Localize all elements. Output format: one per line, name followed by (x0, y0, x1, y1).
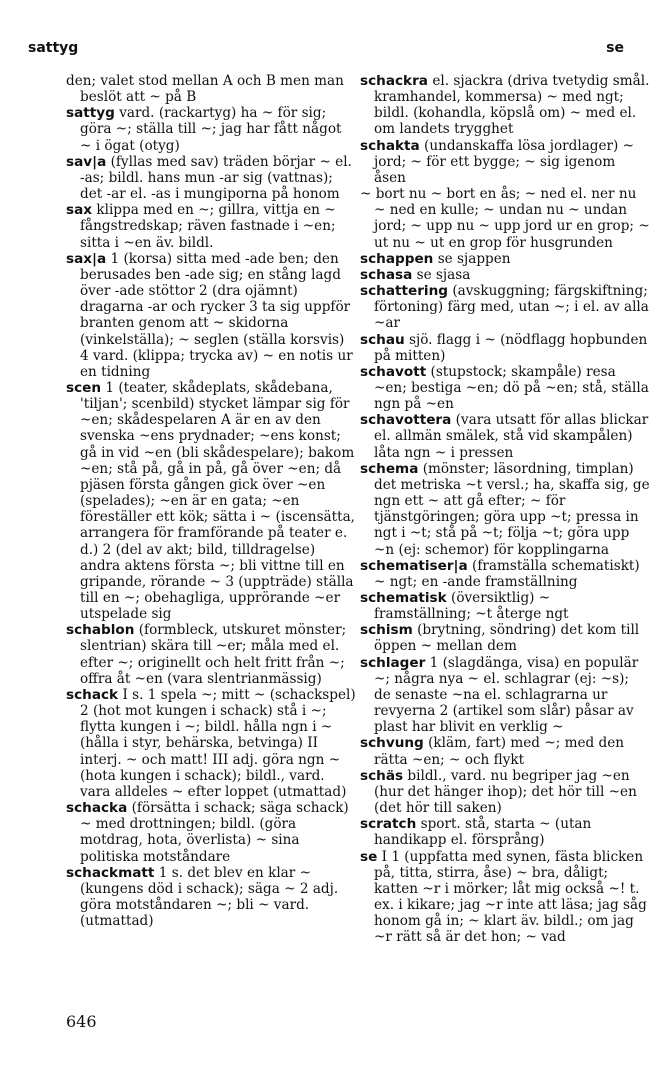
headword: scen (66, 379, 102, 396)
headword: schacka (66, 800, 128, 817)
dictionary-entry (360, 622, 650, 654)
headword: schematisk (360, 590, 447, 606)
headword: sax (66, 202, 93, 219)
headword: schau (360, 331, 405, 348)
dictionary-entry (66, 202, 356, 250)
dictionary-entry (360, 332, 650, 364)
entry-text: el. sjackra (driva tvetydig smål. kramhandel, kommersa) ~ med ngt; bildl. (kohandla, köpslå om) ~ med el. om landets trygghet (374, 73, 650, 138)
entry-text: vard. (rackartyg) ha ~ för sig; göra ~; ställa till ~; jag har fått något ~ i ögat (otyg) (80, 105, 342, 154)
dictionary-entry (360, 364, 650, 412)
headword: schlager (360, 654, 426, 671)
dictionary-entry (66, 800, 356, 865)
dictionary-entry (66, 622, 356, 687)
dictionary-entry (66, 865, 356, 930)
entry-text: den; valet stod mellan A och B men man beslöt att ~ på B (66, 73, 344, 106)
dictionary-entry (360, 735, 650, 767)
headword: se (360, 848, 378, 865)
dictionary-entry (360, 267, 650, 283)
entry-text: (fyllas med sav) träden börjar ~ el. -as; bildl. hans mun -ar sig (vattnas); det -ar el. -as i mungiporna på honom (80, 153, 352, 203)
headword: schappen (360, 250, 434, 267)
headword: schavott (360, 363, 427, 380)
dictionary-entry (360, 186, 650, 251)
dictionary-entry (360, 816, 650, 848)
entry-text: I s. 1 spela ~; mitt ~ (schackspel) 2 (hot mot kungen i schack) stå i ~; flytta kungen i ~; bildl. hålla ngn i ~ (hålla i styr, behärska, betvinga) II interj. ~ och matt! III adj. göra ngn ~ (hota kungen i schack); bildl., vard. vara alldeles ~ efter loppet (utmattad) (80, 686, 356, 800)
headword: schackra (360, 73, 428, 89)
dictionary-entry (360, 558, 650, 590)
entry-text: (försätta i schack; säga schack) ~ med drottningen; bildl. (göra motdrag, hota, överlista) ~ sina politiska motståndare (80, 800, 349, 865)
running-head-left: sattyg (28, 40, 79, 56)
dictionary-entry (360, 768, 650, 816)
right-column (360, 73, 650, 945)
entry-text: (stupstock; skampåle) resa ~en; bestiga ~en; dö på ~en; stå, ställa ngn på ~en (374, 363, 649, 413)
entry-text: (undanskaffa lösa jordlager) ~ jord; ~ för ett bygge; ~ sig igenom åsen (374, 137, 635, 186)
headword: schakta (360, 137, 420, 154)
entry-text: se sjasa (416, 266, 471, 283)
entry-text: 1 (korsa) sitta med -ade ben; den berusades ben -ade sig; en stång lagd över -ade stöttor 2 (dra ojämnt) dragarna -ar och rycker 3 ta sig uppför branten genom att ~ skidorna (vinkelställa); ~ seglen (ställa korsvis) 4 vard. (klippa; trycka av) ~ en notis ur en tidning (80, 250, 353, 380)
dictionary-entry (66, 380, 356, 622)
headword: schasa (360, 266, 413, 283)
entry-text: klippa med en ~; gillra, vittja en ~ fångstredskap; räven fastnade i ~en; sitta i ~en äv. bildl. (80, 202, 336, 251)
headword: schackmatt (66, 864, 155, 881)
entry-text: 1 (teater, skådeplats, skådebana, 'tiljan'; scenbild) stycket lämpar sig för ~en; skådespelaren A är en av den svenska ~ens prydnader; ~ens konst; gå in vid ~en (bli skådespelare); bakom ~en; stå på, gå in på, gå över ~en; då pjäsen första gången gick över ~en (spelades); ~en är en gata; ~en föreställer ett kök; sätta i ~ (iscensätta, arrangera för framförande på teater e. d.) 2 (del av akt; bild, tilldragelse) andra aktens första ~; bli vittne till en gripande, rörande ~ 3 (uppträde) ställa till en ~; obehagliga, upprörande ~er utspelade sig (80, 379, 355, 623)
left-column (66, 73, 356, 929)
headword: schvung (360, 735, 424, 752)
headword: sax|a (66, 250, 107, 267)
headword: sav|a (66, 153, 107, 170)
headword: schattering (360, 283, 448, 300)
entry-text: sport. stå, starta ~ (utan handikapp el. försprång) (374, 816, 592, 849)
dictionary-entry (360, 251, 650, 267)
headword: schavottera (360, 412, 452, 429)
dictionary-entry (360, 849, 650, 946)
headword: schäs (360, 767, 404, 784)
dictionary-entry (360, 412, 650, 460)
dictionary-entry (66, 105, 356, 153)
headword: schablon (66, 622, 135, 639)
headword: schema (360, 460, 419, 477)
dictionary-entry (66, 154, 356, 202)
dictionary-entry (360, 590, 650, 622)
entry-text: (kläm, fart) med ~; med den rätta ~en; ~ och flykt (374, 735, 625, 768)
entry-text: (mönster; läsordning, timplan) det metriska ~t versl.; ha, skaffa sig, ge ngn ett ~ att gå efter; ~ för tjänstgöringen; göra upp ~t; pressa in ngt i ~t; stå på ~t; följa ~t; göra upp ~n (ej: schemor) för kopplingarna (374, 460, 650, 558)
running-head-right: se (606, 40, 624, 56)
entry-text: (avskuggning; färgskiftning; förtoning) färg med, utan ~; i el. av alla ~ar (374, 283, 649, 332)
dictionary-entry (66, 73, 356, 105)
entry-text: 1 s. det blev en klar ~ (kungens död i schack); säga ~ 2 adj. göra motståndaren ~; bli ~ vard. (utmattad) (80, 864, 339, 930)
page-number: 646 (66, 1012, 97, 1031)
entry-text: 1 (slagdänga, visa) en populär ~; några nya ~ el. schlagrar (ej: ~s); de senaste ~na el. schlagrarna ur revyerna 2 (artikel som slår) påsar av plast har blivit en verklig ~ (374, 654, 639, 736)
entry-text: (vara utsatt för allas blickar el. allmän smälek, stå vid skampålen) låta ngn ~ i pressen (374, 412, 649, 461)
dictionary-entry (66, 687, 356, 800)
headword: sattyg (66, 105, 115, 122)
entry-text: (formbleck, utskuret mönster; slentrian) skära till ~er; måla med el. efter ~; originellt och helt fritt från ~; offra åt ~en (vara slentrianmässig) (80, 622, 347, 687)
dictionary-entry (360, 283, 650, 331)
entry-text: se sjappen (437, 250, 511, 267)
headword: schack (66, 686, 119, 703)
entry-text: (framställa schematiskt) ~ ngt; en -ande framställning (374, 557, 640, 590)
entry-text: I 1 (uppfatta med synen, fästa blicken på, titta, stirra, åse) ~ bra, dåligt; katten ~r i mörker; låt mig också ~! t. ex. i kikare; jag ~r inte att läsa; jag såg honom gå in; ~ klart äv. bildl.; om jag ~r rätt så är det hon; ~ vad (374, 848, 647, 946)
dictionary-entry (66, 251, 356, 380)
entry-text: (översiktlig) ~ framställning; ~t återge ngt (374, 590, 569, 623)
headword: scratch (360, 816, 417, 833)
entry-text: (brytning, söndring) det kom till öppen ~ mellan dem (374, 622, 640, 655)
entry-text: bildl., vard. nu begriper jag ~en (hur det hänger ihop); det hör till ~en (det hör till saken) (374, 767, 637, 817)
entry-text: sjö. flagg i ~ (nödflagg hopbunden på mitten) (374, 331, 648, 364)
headword: schematiser|a (360, 557, 468, 574)
dictionary-entry (360, 73, 650, 138)
dictionary-entry (360, 461, 650, 558)
headword: schism (360, 622, 413, 639)
dictionary-entry (360, 138, 650, 186)
dictionary-entry (360, 655, 650, 736)
entry-text: ~ bort nu ~ bort en ås; ~ ned el. ner nu ~ ned en kulle; ~ undan nu ~ undan jord; ~ upp nu ~ upp jord ur en grop; ~ ut nu ~ ut en grop för husgrunden (360, 186, 650, 251)
